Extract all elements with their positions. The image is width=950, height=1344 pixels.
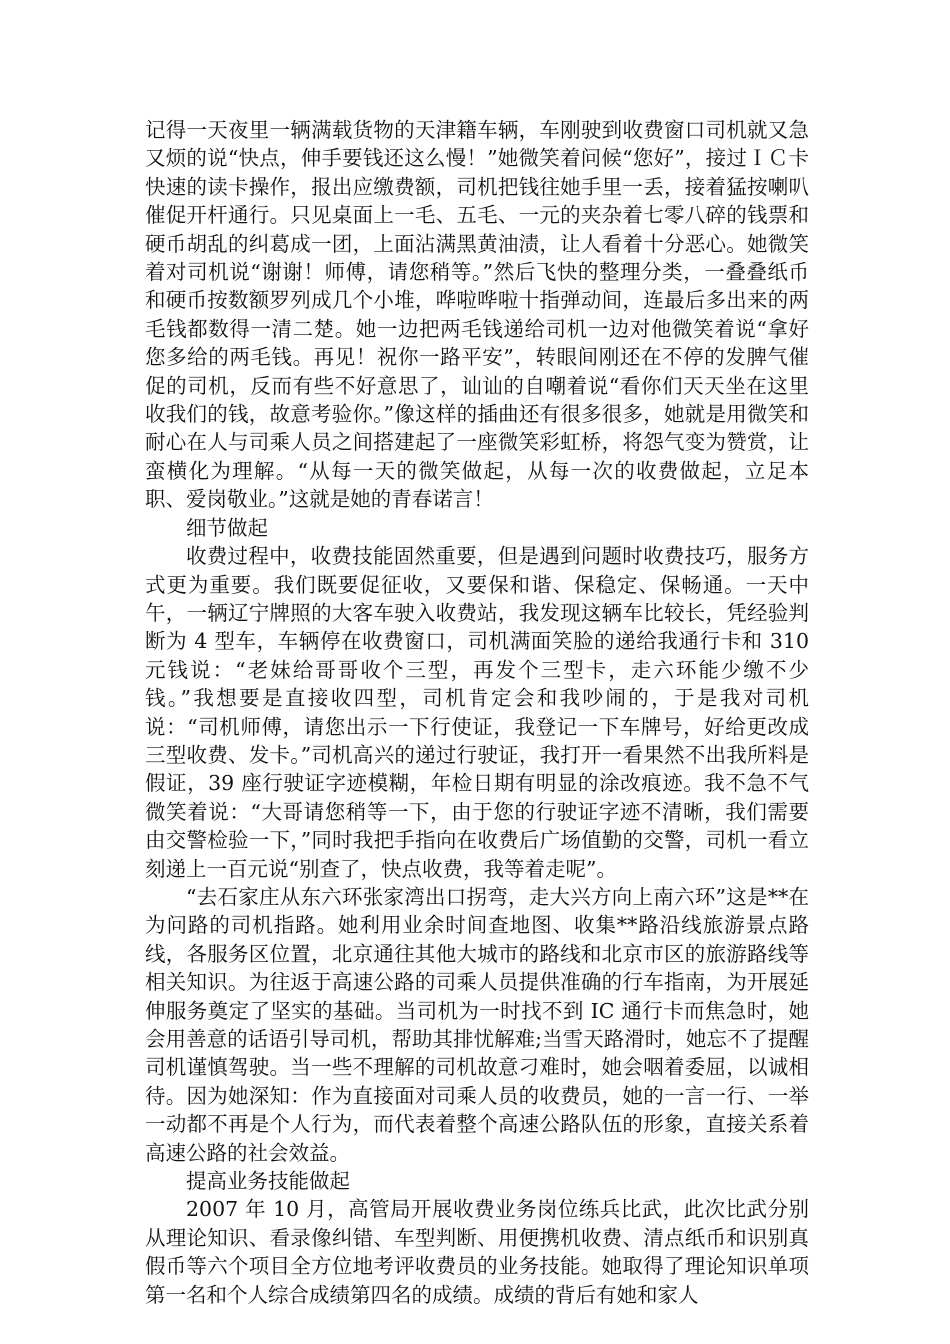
section-heading-skills: 提高业务技能做起 xyxy=(186,1169,350,1194)
document-page xyxy=(145,116,809,1309)
paragraph-directions: “去石家庄从东六环张家湾出口拐弯，走大兴方向上南六环”这是**在为问路的司机指路。她利用业余时间查地图、收集**路沿线旅游景点路线，各服务区位置，北京通往其他大城市的路线和北京市区的旅游路线等相关知识。为往返于高速公路的司乘人员提供准确的行车指南，为开展延伸服务奠定了坚实的基础。当司机为一时找不到 IC 通行卡而焦急时，她会用善意的话语引导司机，帮助其排忧解难;当雪天路滑时，她忘不了提醒司机谨慎驾驶。当一些不理解的司机故意刁难时，她会咽着委屈，以诚相待。因为她深知：作为直接面对司乘人员的收费员，她的一言一行、一举一动都不再是个人行为，而代表着整个高速公路队伍的形象，直接关系着高速公路的社会效益。 xyxy=(145,884,809,1165)
paragraph-fake-license: 收费过程中，收费技能固然重要，但是遇到问题时收费技巧，服务方式更为重要。我们既要促征收，又要保和谐、保稳定、保畅通。一天中午，一辆辽宁牌照的大客车驶入收费站，我发现这辆车比较长，凭经验判断为 4 型车，车辆停在收费窗口，司机满面笑脸的递给我通行卡和 310 元钱说：“老妹给哥哥收个三型，再发个三型卡，走六环能少缴不少钱。”我想要是直接收四型，司机肯定会和我吵闹的，于是我对司机说：“司机师傅，请您出示一下行使证，我登记一下车牌号，好给更改成三型收费、发卡。”司机高兴的递过行驶证，我打开一看果然不出我所料是假证，39 座行驶证字迹模糊，年检日期有明显的涂改痕迹。我不急不气微笑着说：“大哥请您稍等一下，由于您的行驶证字迹不清晰，我们需要由交警检验一下，”同时我把手指向在收费后广场值勤的交警，司机一看立刻递上一百元说“别查了，快点收费，我等着走呢”。 xyxy=(145,544,809,881)
paragraph-toll-anecdote: 记得一天夜里一辆满载货物的天津籍车辆，车刚驶到收费窗口司机就又急又烦的说“快点，伸手要钱还这么慢！”她微笑着问候“您好”，接过ＩＣ卡快速的读卡操作，报出应缴费额，司机把钱往她手里一丢，接着猛按喇叭催促开杆通行。只见桌面上一毛、五毛、一元的夹杂着七零八碎的钱票和硬币胡乱的纠葛成一团，上面沾满黑黄油渍，让人看着十分恶心。她微笑着对司机说“谢谢！师傅，请您稍等。”然后飞快的整理分类，一叠叠纸币和硬币按数额罗列成几个小堆，哗啦哗啦十指弹动间，连最后多出来的两毛钱都数得一清二楚。她一边把两毛钱递给司机一边对他微笑着说“拿好您多给的两毛钱。再见！祝你一路平安”，转眼间刚还在不停的发脾气催促的司机，反而有些不好意思了，讪讪的自嘲着说“看你们天天坐在这里收我们的钱，故意考验你。”像这样的插曲还有很多很多，她就是用微笑和耐心在人与司乘人员之间搭建起了一座微笑彩虹桥，将怨气变为赞赏，让蛮横化为理解。“从每一天的微笑做起，从每一次的收费做起，立足本职、爱岗敬业。”这就是她的青春诺言！ xyxy=(145,118,809,512)
paragraph-competition: 2007 年 10 月，高管局开展收费业务岗位练兵比武，此次比武分别从理论知识、看录像纠错、车型判断、用便携机收费、清点纸币和识别真假币等六个项目全方位地考评收费员的业务技能。她取得了理论知识单项第一名和个人综合成绩第四名的成绩。成绩的背后有她和家人 xyxy=(145,1197,809,1307)
section-heading-details: 细节做起 xyxy=(186,515,268,540)
